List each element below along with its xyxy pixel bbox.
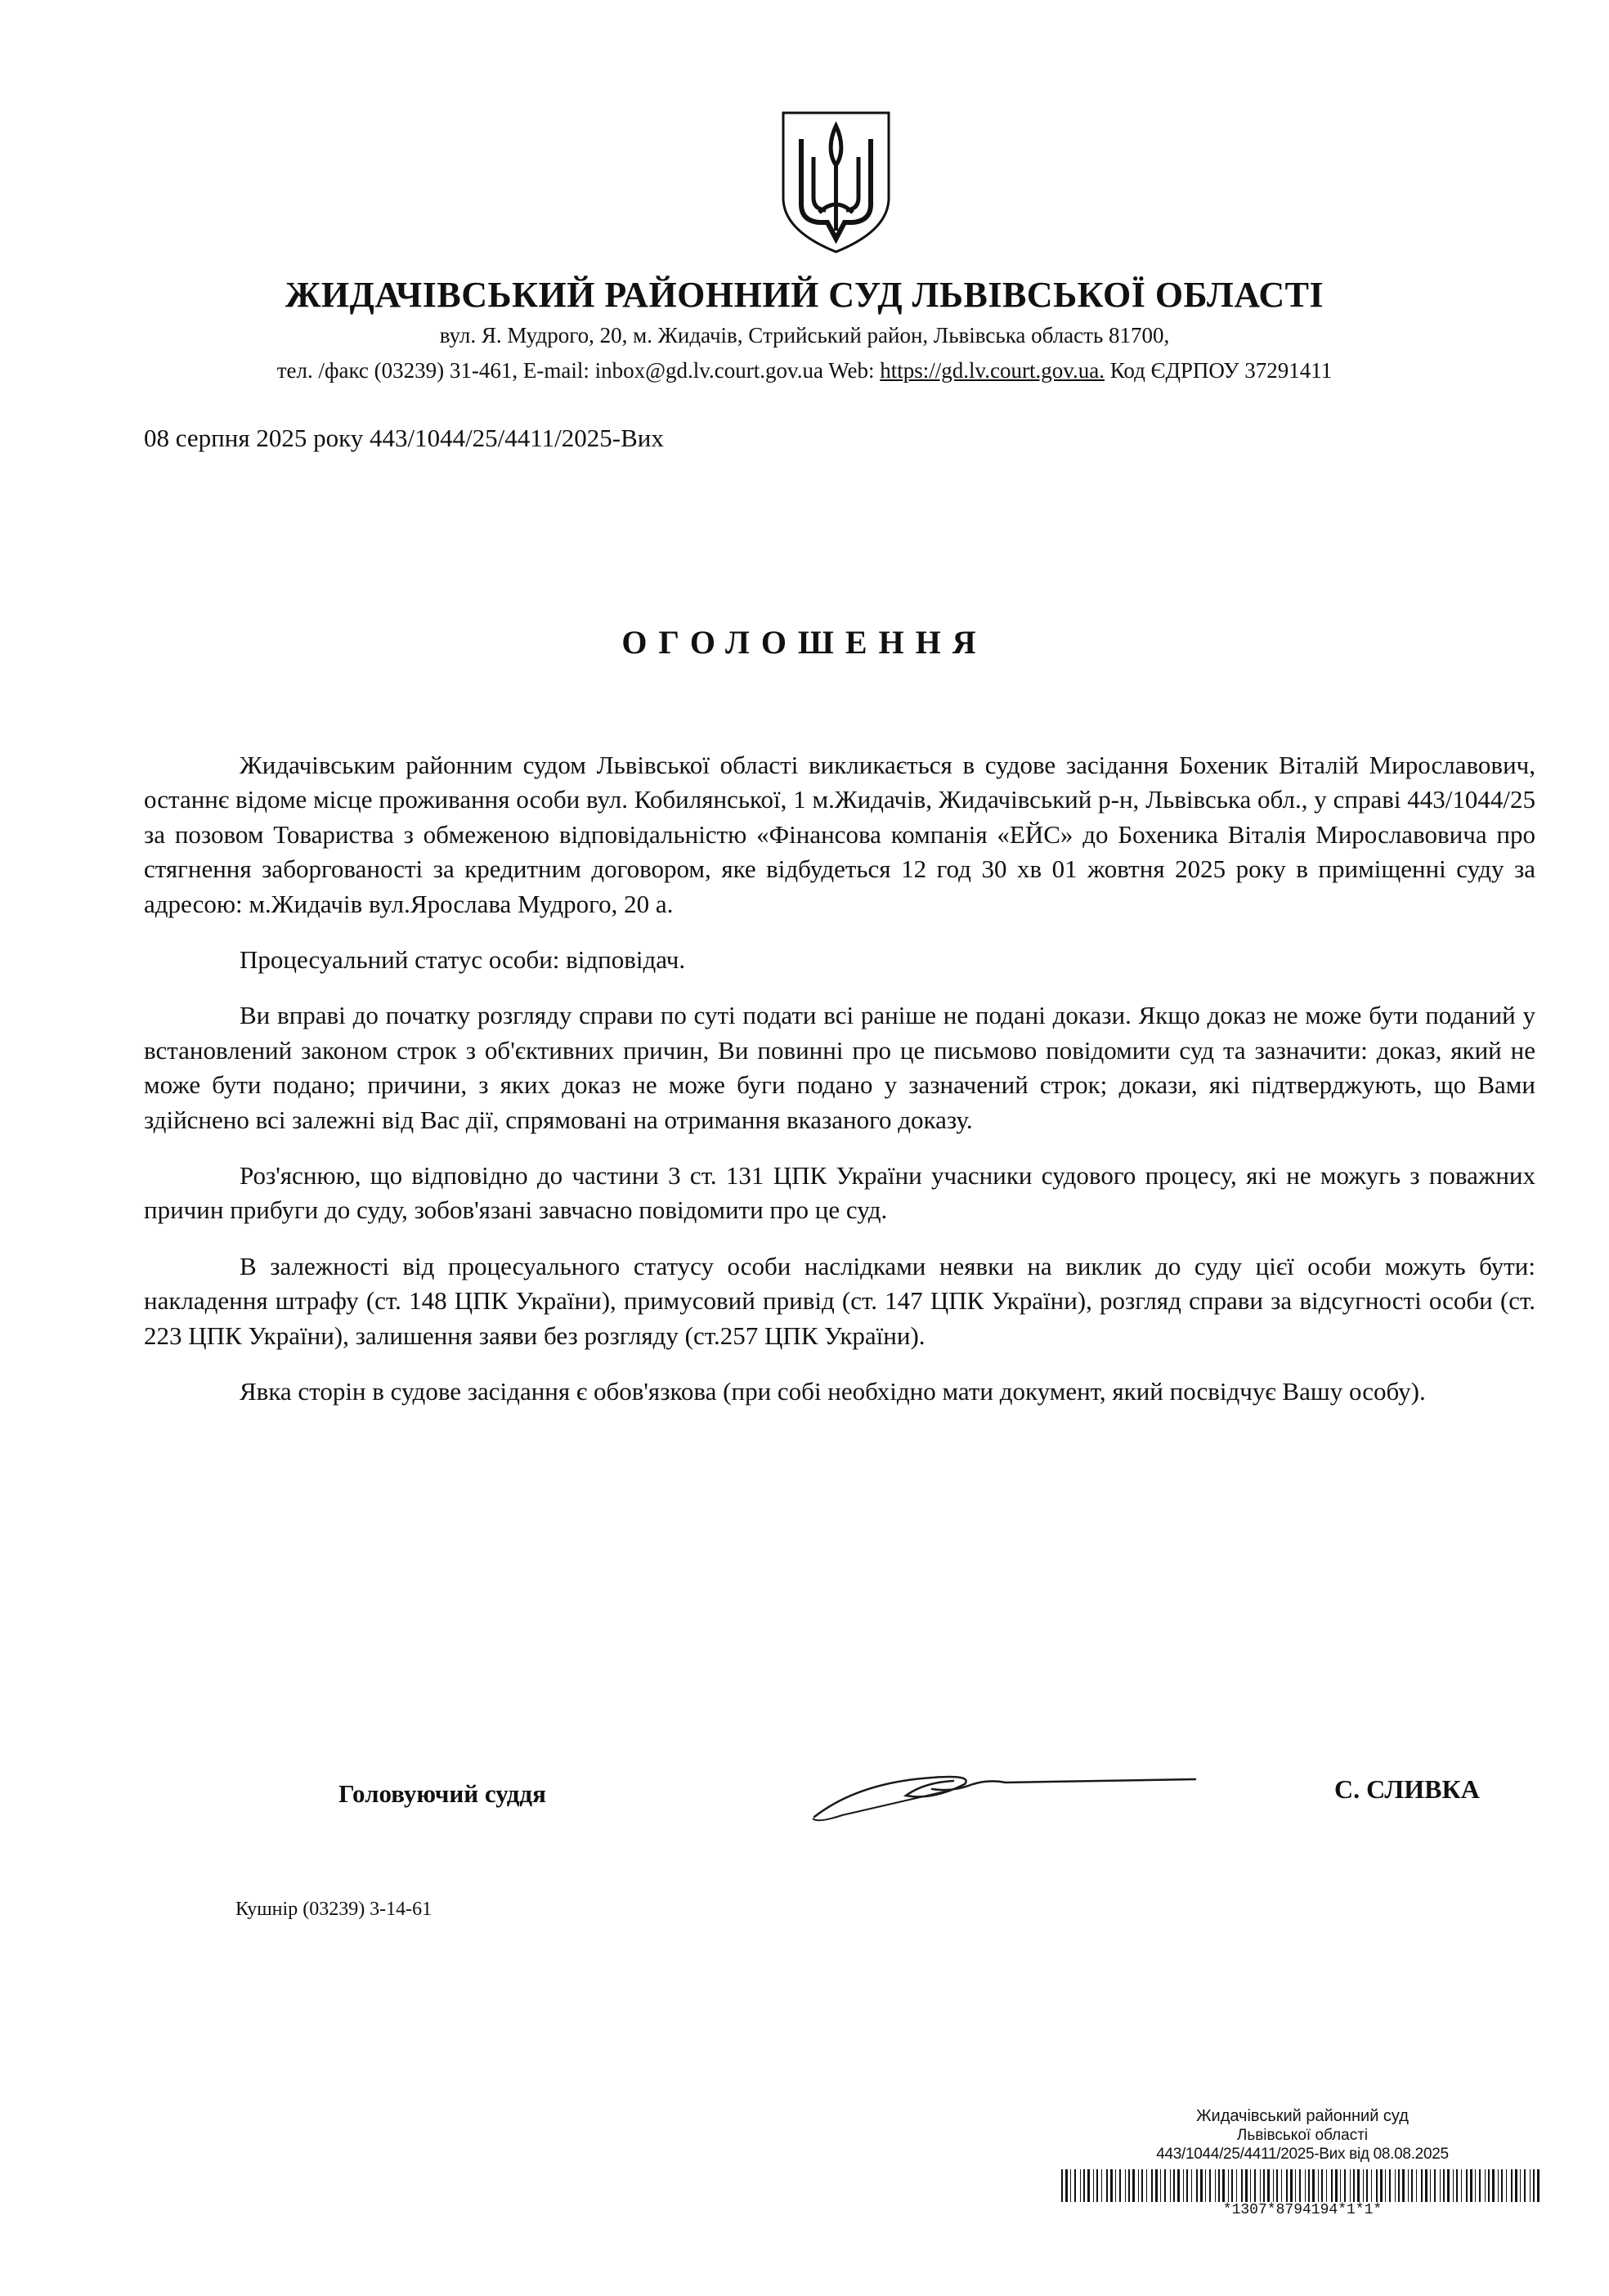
document-title: ОГОЛОШЕННЯ (621, 624, 988, 661)
court-address: вул. Я. Мудрого, 20, м. Жидачів, Стрийський район, Львівська область 81700, (439, 323, 1170, 348)
paragraph-attendance: Явка сторін в судове засідання є обов'язкова (при собі необхідно мати документ, який посвідчує Вашу особу). (240, 1377, 1426, 1406)
contacts-prefix: тел. /факс (03239) 31-461, E-mail: inbox@gd.lv.court.gov.ua Web: (276, 358, 881, 383)
paragraph-evidence: Ви вправі до початку розгляду справи по суті подати всі раніше не подані докази. Якщо доказ не може бути поданий у встановлений законом строк з об'єктивних причин, Ви повинні про це письмово повідомити суд та зазначити: доказ, який не може бути подано; причини, з яких доказ не може буги подано у зазначений строк; докази, які підтверджують, що Вами здійснено всі залежні від Вас дії, спрямовані на отримання вказаного доказу. (144, 1001, 1535, 1134)
court-contacts (0, 358, 1609, 383)
paragraph-consequences: В залежності від процесуального статусу особи наслідками неявки на виклик до суду цієї особи можуть бути: накладення штрафу (ст. 148 ЦПК України), примусовий привід (ст. 147 ЦПК України), розгляд справи за відсугності особи (ст. 223 ЦПК України), залишення заяви без розгляду (ст.257 ЦПК України). (144, 1251, 1535, 1350)
registration-stamp (1053, 2106, 1552, 2218)
document-body (144, 748, 1535, 1431)
barcode-number: *1307*8794194*1*1* (1222, 2202, 1383, 2218)
judge-name: С. СЛИВКА (1334, 1774, 1480, 1804)
barcode (1061, 2169, 1544, 2202)
court-website-link[interactable]: https://gd.lv.court.gov.ua. (880, 358, 1105, 383)
stamp-court-name: Жидачівський районний суд (1196, 2107, 1409, 2125)
paragraph-status: Процесуальний статус особи: відповідач. (240, 945, 686, 975)
paragraph-summons: Жидачівським районним судом Львівської області викликається в судове засідання Бохеник Віталій Мирославович, останнє відоме місце проживання особи вул. Кобилянської, 1 м.Жидачів, Жидачівський р-н, Львівська обл., у справі 443/1044/25 за позовом Товариства з обмеженою відповідальністю «Фінансова компанія «ЕЙС» до Бохеника Віталія Мирославовича про стягнення заборгованості за кредитним договором, яке відбудеться 12 год 30 хв 01 жовтня 2025 року в приміщенні суду за адресою: м.Жидачів вул.Ярослава Мудрого, 20 а. (144, 751, 1535, 918)
paragraph-explanation: Роз'яснюю, що відповідно до частини 3 ст. 131 ЦПК України учасники судового процесу, які не можугь з поважних причин прибуги до суду, зобов'язані завчасно повідомити про це суд. (144, 1161, 1535, 1225)
ukraine-trident-icon (777, 108, 895, 255)
court-name: ЖИДАЧІВСЬКИЙ РАЙОННИЙ СУД ЛЬВІВСЬКОЇ ОБЛАСТІ (285, 275, 1324, 315)
handwritten-signature (809, 1750, 1202, 1832)
executor-contact: Кушнір (03239) 3-14-61 (235, 1899, 433, 1920)
stamp-region: Львівської області (1236, 2127, 1369, 2144)
presiding-judge-label: Головуючий суддя (338, 1779, 546, 1808)
contacts-suffix: Код ЄДРПОУ 37291411 (1105, 358, 1333, 383)
stamp-reference: 443/1044/25/4411/2025-Вих від 08.08.2025 (1156, 2146, 1449, 2163)
document-date-reference: 08 серпня 2025 року 443/1044/25/4411/2025-Вих (144, 424, 664, 452)
